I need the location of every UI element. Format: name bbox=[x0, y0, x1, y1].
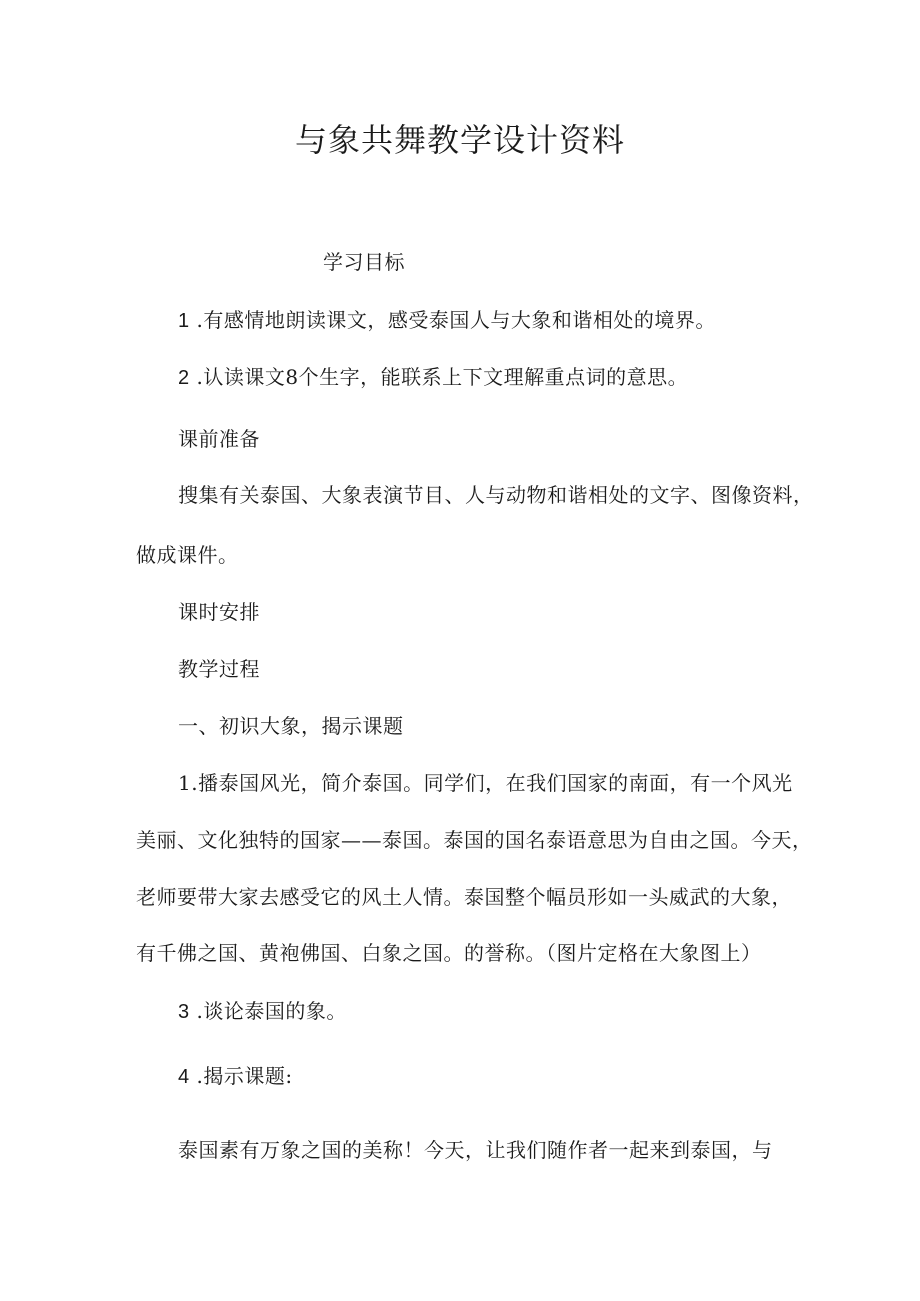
step-1-line-1: 1.播泰国风光，简介泰国。同学们，在我们国家的南面，有一个风光 bbox=[178, 771, 793, 795]
step-1-line-4: 有千佛之国、黄袍佛国、白象之国。的誉称。（图片定格在大象图上） bbox=[136, 941, 762, 965]
step-3 bbox=[178, 997, 347, 1026]
objective-1-number: 1 bbox=[178, 310, 190, 332]
document-title: 与象共舞教学设计资料 bbox=[294, 121, 625, 159]
objective-1 bbox=[178, 306, 716, 335]
process-heading: 教学过程 bbox=[178, 657, 260, 681]
objectives-heading: 学习目标 bbox=[323, 250, 405, 274]
objective-2 bbox=[178, 363, 688, 392]
step-1-line-2: 美丽、文化独特的国家——泰国。泰国的国名泰语意思为自由之国。今天， bbox=[136, 828, 813, 852]
closing-line: 泰国素有万象之国的美称！今天，让我们随作者一起来到泰国，与 bbox=[178, 1138, 773, 1162]
step-1-line-3: 老师要带大家去感受它的风土人情。泰国整个幅员形如一头威武的大象， bbox=[136, 885, 792, 909]
preparation-line-2: 做成课件。 bbox=[136, 543, 239, 567]
objective-2-number: 2 bbox=[178, 367, 190, 389]
objective-2-text: .认读课文8个生字，能联系上下文理解重点词的意思。 bbox=[196, 365, 689, 389]
part-one-heading: 一、初识大象，揭示课题 bbox=[178, 714, 404, 738]
step-4-text: .揭示课题: bbox=[196, 1064, 293, 1088]
schedule-heading: 课时安排 bbox=[178, 600, 260, 624]
objective-1-text: .有感情地朗读课文，感受泰国人与大象和谐相处的境界。 bbox=[196, 308, 716, 332]
preparation-heading: 课前准备 bbox=[178, 427, 260, 451]
preparation-line-1: 搜集有关泰国、大象表演节目、人与动物和谐相处的文字、图像资料， bbox=[178, 483, 814, 507]
step-4 bbox=[178, 1062, 293, 1091]
step-3-text: .谈论泰国的象。 bbox=[196, 999, 347, 1023]
step-4-number: 4 bbox=[178, 1066, 190, 1088]
step-3-number: 3 bbox=[178, 1001, 190, 1023]
